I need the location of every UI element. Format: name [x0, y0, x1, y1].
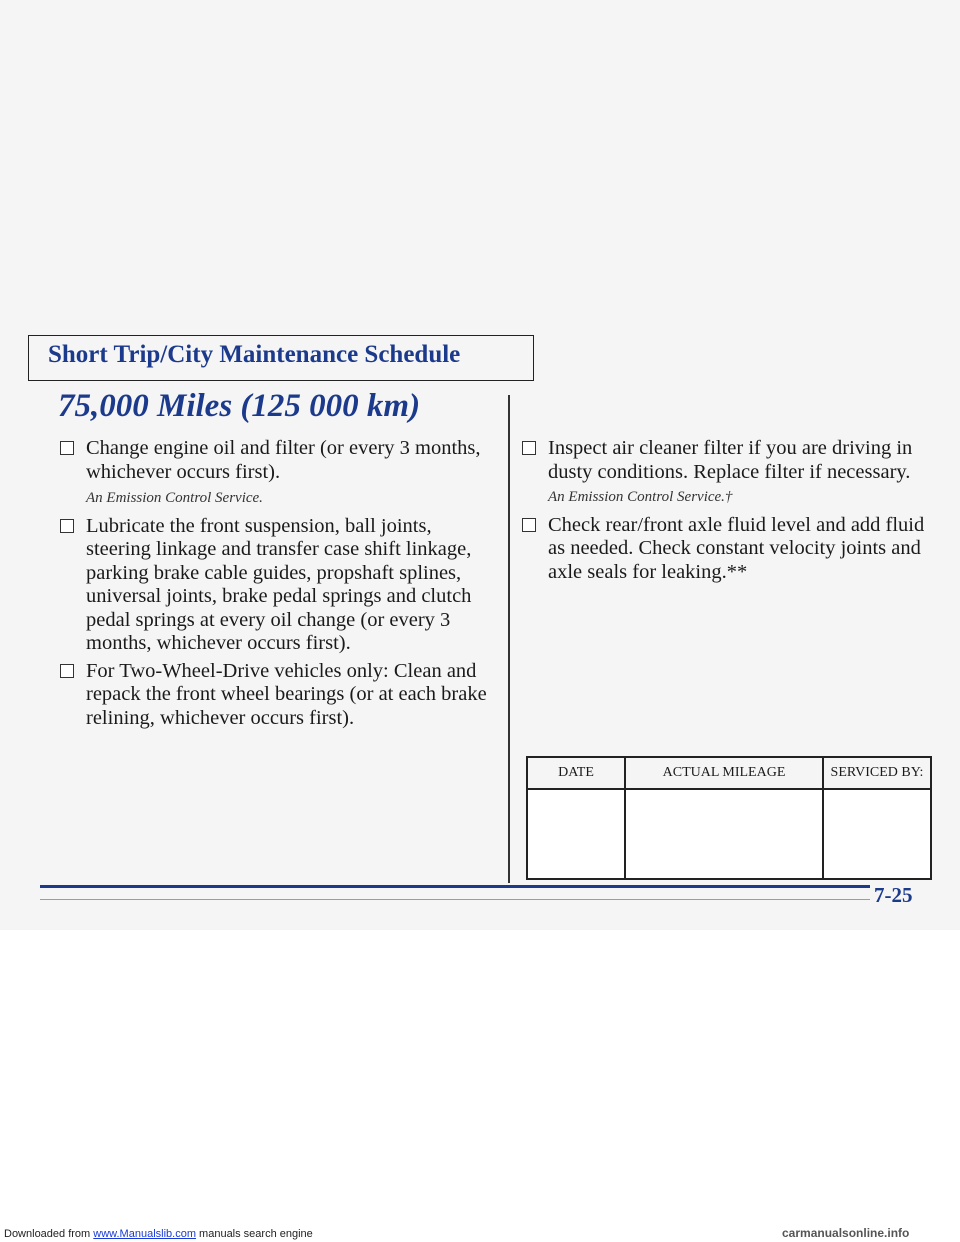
- item-text: For Two-Wheel-Drive vehicles only: Clean and repack the front wheel bearings (or at each brake relining, whichever occurs first).: [86, 659, 487, 729]
- checkbox-icon[interactable]: [60, 519, 74, 533]
- footer-rule: [40, 885, 870, 888]
- item-note: An Emission Control Service.†: [548, 489, 733, 505]
- download-source: [4, 1228, 313, 1240]
- source-prefix: Downloaded from: [4, 1228, 91, 1240]
- right-column: [520, 437, 930, 588]
- list-item: [520, 514, 930, 585]
- column-header-mileage: ACTUAL MILEAGE: [625, 757, 823, 789]
- item-text: Check rear/front axle fluid level and add fluid as needed. Check constant velocity joints and axle seals for leaking.**: [548, 513, 925, 583]
- watermark: carmanualsonline.info: [782, 1226, 910, 1240]
- column-header-serviced-by: SERVICED BY:: [823, 757, 931, 789]
- list-item: [58, 660, 498, 731]
- service-log-table: [526, 756, 932, 880]
- section-heading: 75,000 Miles (125 000 km): [58, 388, 421, 424]
- date-cell[interactable]: [527, 789, 625, 879]
- item-note: An Emission Control Service.: [86, 490, 263, 506]
- list-item: [58, 437, 498, 511]
- serviced-by-cell[interactable]: [823, 789, 931, 879]
- item-text: Lubricate the front suspension, ball joints, steering linkage and transfer case shift linkage, parking brake cable guides, propshaft splines, universal joints, brake pedal springs and clutch pedal springs at every oil change (or every 3 months, whichever occurs first).: [86, 514, 472, 654]
- column-header-date: DATE: [527, 757, 625, 789]
- list-item: [520, 437, 930, 510]
- mileage-cell[interactable]: [625, 789, 823, 879]
- page-title: Short Trip/City Maintenance Schedule: [48, 341, 461, 368]
- source-suffix: manuals search engine: [199, 1228, 313, 1240]
- checkbox-icon[interactable]: [60, 664, 74, 678]
- source-link[interactable]: www.Manualslib.com: [93, 1228, 196, 1240]
- page-number: 7-25: [874, 883, 913, 907]
- list-item: [58, 515, 498, 656]
- footer-rule-thin: [40, 899, 870, 900]
- column-divider: [508, 395, 510, 883]
- item-text: Inspect air cleaner filter if you are driving in dusty conditions. Replace filter if necessary.: [548, 437, 913, 483]
- checkbox-icon[interactable]: [522, 518, 536, 532]
- checkbox-icon[interactable]: [60, 441, 74, 455]
- checkbox-icon[interactable]: [522, 441, 536, 455]
- left-column: [58, 437, 498, 734]
- item-text: Change engine oil and filter (or every 3 months, whichever occurs first).: [86, 437, 481, 483]
